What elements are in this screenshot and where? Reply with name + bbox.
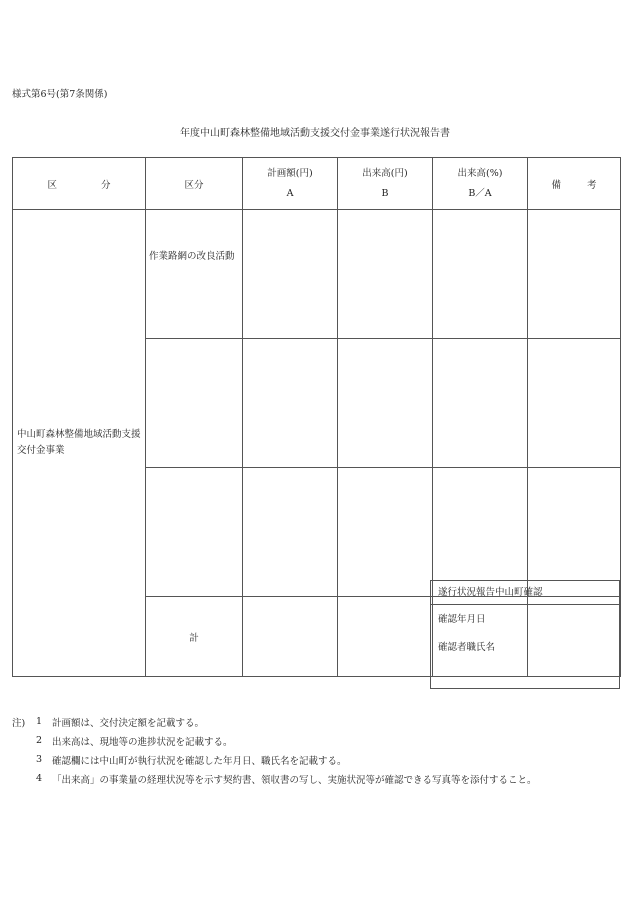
header-remarks-char-2: 考	[587, 179, 597, 191]
header-category-char-1: 区	[47, 179, 57, 191]
category-cell: 中山町森林整備地域活動支援交付金事業	[13, 210, 146, 677]
header-remarks-char-1: 備	[551, 179, 561, 191]
table-row	[13, 210, 621, 339]
form-number: 様式第6号(第7条関係)	[12, 89, 108, 100]
header-planned-code: A	[286, 187, 294, 199]
remarks-cell	[528, 339, 621, 468]
confirmation-date-label: 確認年月日	[438, 614, 486, 625]
item-cell	[146, 339, 243, 468]
header-completed-label: 出来高(円)	[362, 167, 408, 179]
note-item	[12, 712, 537, 731]
header-subcategory: 区分	[146, 158, 243, 210]
document-title: 年度中山町森林整備地域活動支援交付金事業遂行状況報告書	[180, 128, 450, 139]
note-text: 計画額は、交付決定額を記載する。	[52, 717, 205, 729]
header-ratio-code: B／A	[468, 187, 492, 199]
header-planned	[243, 158, 338, 210]
ratio-cell	[433, 339, 528, 468]
remarks-cell	[528, 210, 621, 339]
confirmation-title: 遂行状況報告中山町確認	[431, 581, 619, 605]
header-remarks	[528, 158, 621, 210]
confirmation-box	[430, 580, 620, 689]
note-text: 「出来高」の事業量の経理状況等を示す契約書、領収書の写し、実施状況等が確認できる写真等を添付すること。	[52, 774, 537, 786]
header-planned-label: 計画額(円)	[267, 167, 313, 179]
ratio-cell	[433, 468, 528, 597]
note-text: 確認欄には中山町が執行状況を確認した年月日、職氏名を記載する。	[52, 755, 347, 767]
header-row	[13, 158, 621, 210]
note-item	[12, 769, 537, 788]
header-completed-code: B	[381, 187, 389, 199]
remarks-cell	[528, 468, 621, 597]
note-number: 3	[36, 754, 43, 765]
note-item	[12, 750, 537, 769]
planned-cell	[243, 468, 338, 597]
note-text: 出来高は、現地等の進捗状況を記載する。	[52, 736, 233, 748]
notes-section	[12, 712, 537, 788]
completed-cell	[338, 339, 433, 468]
completed-cell	[338, 210, 433, 339]
total-planned-cell	[243, 597, 338, 677]
planned-cell	[243, 210, 338, 339]
note-number: 1	[36, 716, 43, 727]
header-completed	[338, 158, 433, 210]
planned-cell	[243, 339, 338, 468]
total-label: 計	[146, 597, 243, 677]
header-ratio	[433, 158, 528, 210]
header-category	[13, 158, 146, 210]
completed-cell	[338, 468, 433, 597]
note-number: 2	[36, 735, 43, 746]
note-item	[12, 731, 537, 750]
header-category-char-2: 分	[101, 179, 111, 191]
ratio-cell	[433, 210, 528, 339]
item-cell: 作業路網の改良活動	[146, 210, 243, 339]
note-number: 4	[36, 773, 43, 784]
item-cell	[146, 468, 243, 597]
header-ratio-label: 出来高(%)	[457, 167, 503, 179]
notes-prefix: 注)	[12, 717, 26, 729]
confirmation-person-label: 確認者職氏名	[438, 642, 496, 653]
total-completed-cell	[338, 597, 433, 677]
